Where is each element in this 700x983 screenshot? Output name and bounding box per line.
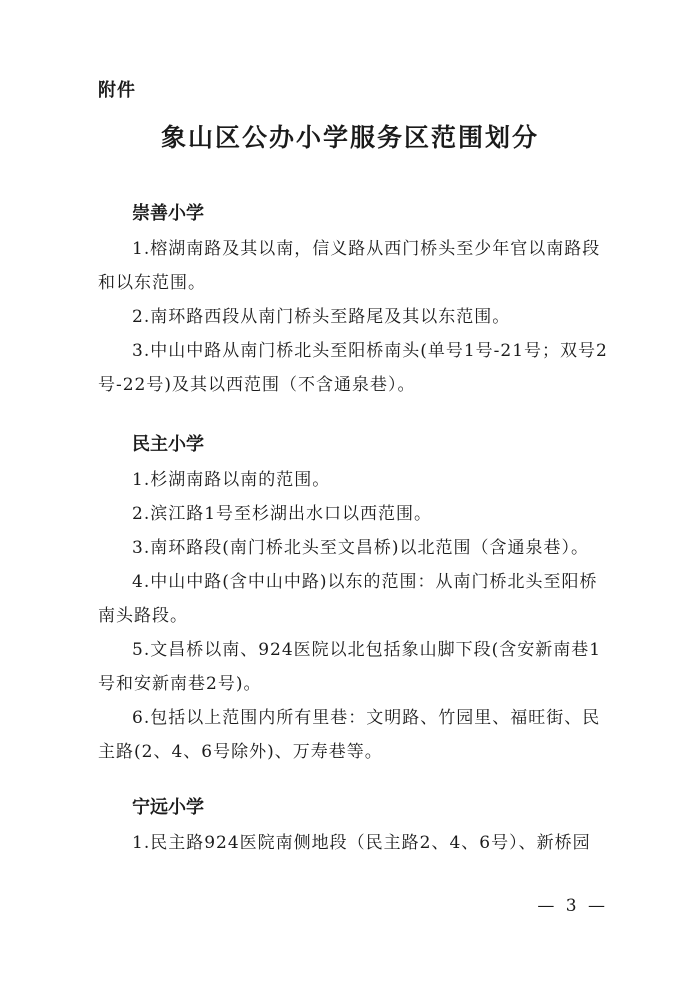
attachment-label: 附件	[98, 80, 136, 101]
section-minzhu-school	[98, 429, 610, 769]
section-ningyuan-school	[98, 792, 610, 860]
page-number: — 3 —	[537, 896, 608, 916]
section-item: 4.中山中路(含中山中路)以东的范围：从南门桥北头至阳桥南头路段。	[98, 572, 598, 626]
section-heading: 宁远小学	[132, 797, 204, 818]
section-item: 6.包括以上范围内所有里巷：文明路、竹园里、福旺街、民主路(2、4、6号除外)、万寿巷等。	[98, 708, 601, 762]
section-chongshan-school	[98, 198, 610, 402]
section-item: 2.滨江路1号至杉湖出水口以西范围。	[132, 504, 433, 524]
section-item: 5.文昌桥以南、924医院以北包括象山脚下段(含安新南巷1号和安新南巷2号)。	[98, 640, 602, 694]
section-item: 3.中山中路从南门桥北头至阳桥南头(单号1号-21号；双号2号-22号)及其以西范围（不含通泉巷）。	[98, 341, 608, 395]
section-heading: 崇善小学	[132, 203, 204, 224]
section-heading: 民主小学	[132, 434, 204, 455]
section-item: 1.杉湖南路以南的范围。	[132, 470, 331, 490]
document-title: 象山区公办小学服务区范围划分	[160, 123, 539, 152]
section-item: 1.榕湖南路及其以南，信义路从西门桥头至少年官以南路段和以东范围。	[98, 239, 601, 293]
section-item: 2.南环路西段从南门桥头至路尾及其以东范围。	[132, 307, 511, 327]
section-item: 3.南环路段(南门桥北头至文昌桥)以北范围（含通泉巷）。	[132, 538, 589, 558]
section-item: 1.民主路924医院南侧地段（民主路2、4、6号）、新桥园	[132, 833, 591, 853]
